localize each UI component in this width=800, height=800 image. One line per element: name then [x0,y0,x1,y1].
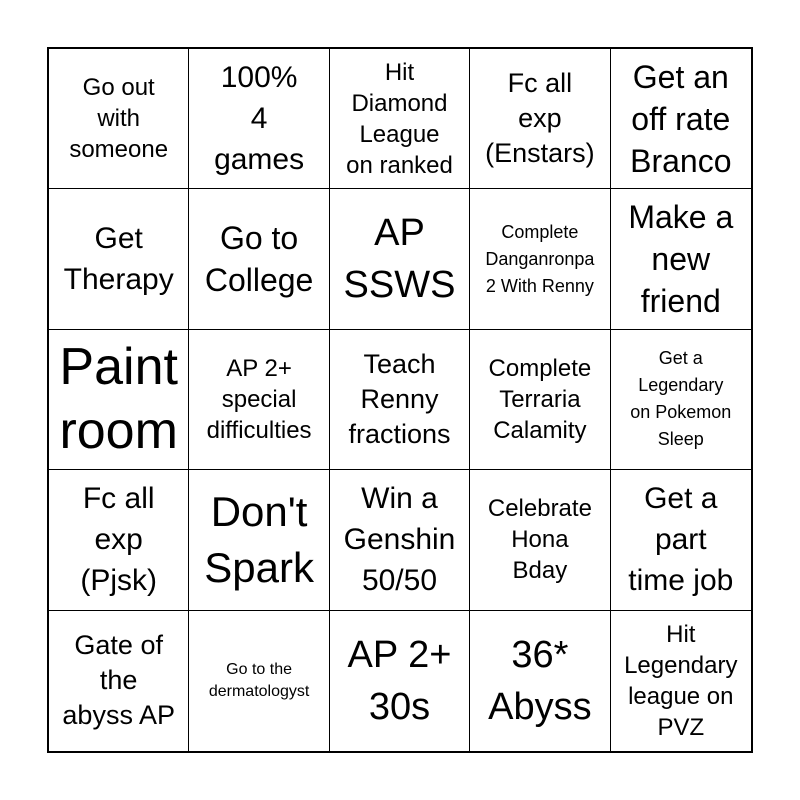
bingo-cell-text: Make a new friend [628,199,734,320]
bingo-cell-11[interactable] [49,330,189,470]
bingo-cell-text: AP 2+ 30s [347,633,452,728]
bingo-cell-text: Get a Legendary on Pokemon Sleep [630,348,732,450]
bingo-cell-text: Hit Diamond League on ranked [346,58,453,179]
bingo-cell-25[interactable] [611,611,751,751]
bingo-board [47,47,753,753]
bingo-cell-12[interactable] [189,330,329,470]
bingo-cell-4[interactable] [470,49,610,189]
bingo-cell-text: Get Therapy [63,222,174,297]
bingo-cell-text: AP 2+ special difficulties [206,354,312,444]
bingo-cell-1[interactable] [49,49,189,189]
bingo-cell-23[interactable] [330,611,470,751]
bingo-cell-3[interactable] [330,49,470,189]
bingo-cell-text: Paint room [59,338,178,461]
bingo-cell-text: Gate of the abyss AP [62,630,175,731]
bingo-cell-20[interactable] [611,470,751,610]
bingo-cell-5[interactable] [611,49,751,189]
bingo-cell-17[interactable] [189,470,329,610]
bingo-cell-text: Go out with someone [69,74,169,164]
bingo-cell-16[interactable] [49,470,189,610]
bingo-cell-text: Don't Spark [204,487,314,591]
bingo-cell-18[interactable] [330,470,470,610]
bingo-cell-text: Get an off rate Branco [630,58,732,179]
bingo-cell-text: Hit Legendary league on PVZ [624,620,738,741]
bingo-cell-10[interactable] [611,189,751,329]
bingo-cell-14[interactable] [470,330,610,470]
bingo-cell-2[interactable] [189,49,329,189]
bingo-cell-15[interactable] [611,330,751,470]
bingo-cell-24[interactable] [470,611,610,751]
bingo-cell-text: Complete Danganronpa 2 With Renny [485,221,595,296]
bingo-cell-text: Go to the dermatologyst [208,660,310,700]
bingo-cell-text: Go to College [204,220,314,299]
bingo-cell-7[interactable] [189,189,329,329]
bingo-cell-13[interactable] [330,330,470,470]
bingo-cell-text: 36* Abyss [488,633,592,728]
bingo-cell-text: Celebrate Hona Bday [487,495,592,585]
bingo-cell-text: Teach Renny fractions [348,348,451,449]
bingo-cell-text: Get a part time job [628,482,734,598]
bingo-cell-text: 100% 4 games [214,61,305,177]
bingo-cell-21[interactable] [49,611,189,751]
bingo-cell-text: Fc all exp (Pjsk) [80,482,158,598]
bingo-cell-6[interactable] [49,189,189,329]
bingo-cell-text: Fc all exp (Enstars) [485,68,595,169]
bingo-cell-9[interactable] [470,189,610,329]
bingo-cell-text: Win a Genshin 50/50 [343,482,456,598]
bingo-cell-22[interactable] [189,611,329,751]
bingo-cell-text: AP SSWS [343,212,456,307]
bingo-cell-8[interactable] [330,189,470,329]
bingo-cell-text: Complete Terraria Calamity [488,354,592,444]
bingo-cell-19[interactable] [470,470,610,610]
